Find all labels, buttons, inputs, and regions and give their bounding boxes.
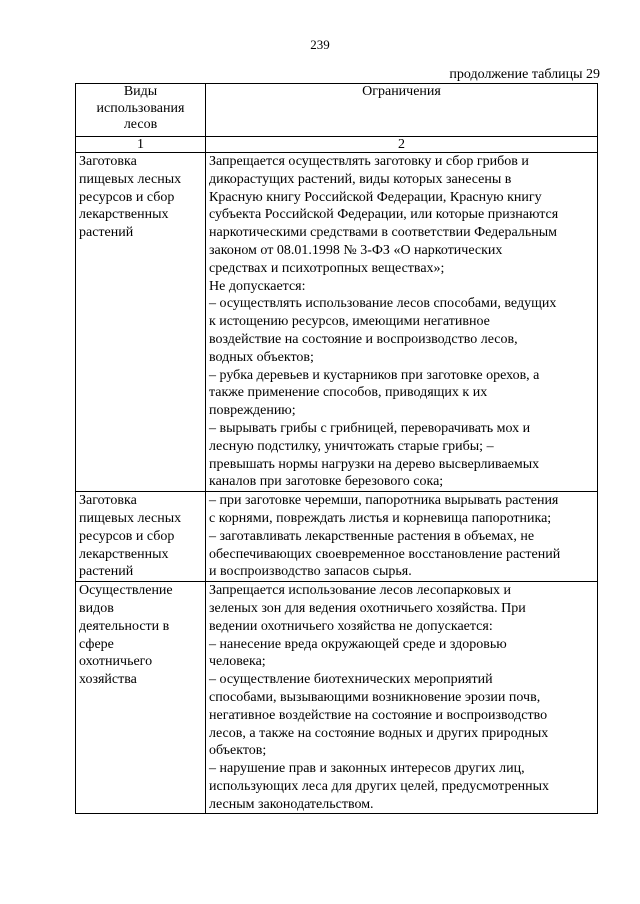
forest-use-kind-line: ресурсов и сбор	[79, 528, 175, 544]
forest-use-kind-cell	[76, 582, 206, 814]
restrictions-cell	[206, 582, 598, 814]
restriction-line: объектов;	[209, 743, 267, 759]
restriction-line: средствах и психотропных веществах»;	[209, 260, 445, 276]
restriction-line: лесов, а также на состояние водных и других природных	[209, 725, 549, 741]
restriction-line: способами, вызывающими возникновение эрозии почв,	[209, 689, 541, 705]
restriction-line: – вырывать грибы с грибницей, переворачивать мох и	[209, 420, 531, 436]
restriction-line: – рубка деревьев и кустарников при заготовке орехов, а	[209, 367, 540, 383]
restriction-line: зеленых зон для ведения охотничьего хозяйства. При	[209, 600, 526, 616]
restriction-line: – осуществлять использование лесов способами, ведущих	[209, 296, 557, 312]
forest-use-kind-line: пищевых лесных	[79, 171, 182, 187]
restriction-line: также применение способов, приводящих к их	[209, 385, 488, 401]
forest-use-kind-line: лекарственных	[79, 207, 169, 223]
header-line: использования	[96, 100, 185, 116]
restriction-line: человека;	[209, 654, 266, 670]
forest-use-kind-line: растений	[79, 564, 134, 580]
restriction-line: превышать нормы нагрузки на дерево высверливаемых	[209, 456, 540, 472]
restriction-line: каналов при заготовке березового сока;	[209, 474, 444, 490]
restriction-line: Красную книгу Российской Федерации, Красную книгу	[209, 189, 542, 205]
restrictions-cell	[206, 492, 598, 582]
restriction-line: законом от 08.01.1998 № 3-ФЗ «О наркотических	[209, 242, 503, 258]
restrictions-cell	[206, 153, 598, 492]
forest-use-kind-line: деятельности в	[79, 618, 170, 634]
restriction-line: – осуществление биотехнических мероприятий	[209, 672, 493, 688]
restriction-line: – при заготовке черемши, папоротника вырывать растения	[209, 493, 559, 509]
column-number-row	[76, 137, 598, 153]
page-number: 239	[310, 37, 330, 52]
column-number-2: 2	[206, 137, 598, 153]
forest-use-kind-line: лекарственных	[79, 546, 169, 562]
restriction-line: использующих леса для других целей, предусмотренных	[209, 778, 550, 794]
restriction-line: субъекта Российской Федерации, или которые признаются	[209, 207, 559, 223]
restriction-line: – нанесение вреда окружающей среде и здоровью	[209, 636, 507, 652]
header-line: Виды	[123, 84, 158, 99]
restriction-line: и воспроизводство запасов сырья.	[209, 564, 412, 580]
forest-use-restrictions-table	[75, 83, 598, 814]
table-row	[76, 582, 598, 814]
restriction-line: Запрещается использование лесов лесопарковых и	[209, 583, 512, 599]
restriction-line: негативное воздействие на состояние и воспроизводство	[209, 707, 548, 723]
forest-use-kind-cell	[76, 153, 206, 492]
header-forest-use-types	[76, 84, 206, 137]
restriction-line: ведении охотничьего хозяйства не допускается:	[209, 618, 493, 634]
table-row	[76, 153, 598, 492]
restriction-line: воздействие на состояние и воспроизводство лесов,	[209, 331, 518, 347]
restriction-line: – заготавливать лекарственные растения в объемах, не	[209, 528, 535, 544]
header-restrictions: Ограничения	[206, 84, 598, 137]
restriction-line: Запрещается осуществлять заготовку и сбор грибов и	[209, 154, 529, 169]
restriction-line: наркотическими средствами в соответствии Федеральным	[209, 225, 557, 241]
restriction-line: повреждению;	[209, 403, 296, 419]
restriction-line: с корнями, повреждать листья и корневища папоротника;	[209, 510, 552, 526]
column-number-1: 1	[76, 137, 206, 153]
forest-use-kind-line: Осуществление	[79, 583, 173, 599]
forest-use-kind-line: охотничьего	[79, 654, 153, 670]
restriction-line: лесным законодательством.	[209, 796, 374, 812]
table-header-row	[76, 84, 598, 137]
restriction-line: водных объектов;	[209, 349, 314, 365]
forest-use-kind-line: растений	[79, 225, 134, 241]
restriction-line: – нарушение прав и законных интересов других лиц,	[209, 761, 525, 777]
table-continuation-label: продолжение таблицы 29	[449, 67, 600, 82]
restriction-line: лесную подстилку, уничтожать старые грибы; –	[209, 438, 494, 454]
forest-use-kind-cell	[76, 492, 206, 582]
forest-use-kind-line: Заготовка	[79, 493, 137, 509]
table-row	[76, 492, 598, 582]
restriction-line: Не допускается:	[209, 278, 306, 294]
header-line: лесов	[123, 117, 158, 132]
restriction-line: обеспечивающих своевременное восстановление растений	[209, 546, 561, 562]
forest-use-kind-line: хозяйства	[79, 672, 137, 688]
forest-use-kind-line: ресурсов и сбор	[79, 189, 175, 205]
forest-use-kind-line: сфере	[79, 636, 114, 652]
forest-use-kind-line: Заготовка	[79, 154, 137, 169]
forest-use-kind-line: видов	[79, 600, 114, 616]
forest-use-kind-line: пищевых лесных	[79, 510, 182, 526]
restriction-line: к истощению ресурсов, имеющими негативное	[209, 314, 490, 330]
restriction-line: дикорастущих растений, виды которых занесены в	[209, 171, 512, 187]
